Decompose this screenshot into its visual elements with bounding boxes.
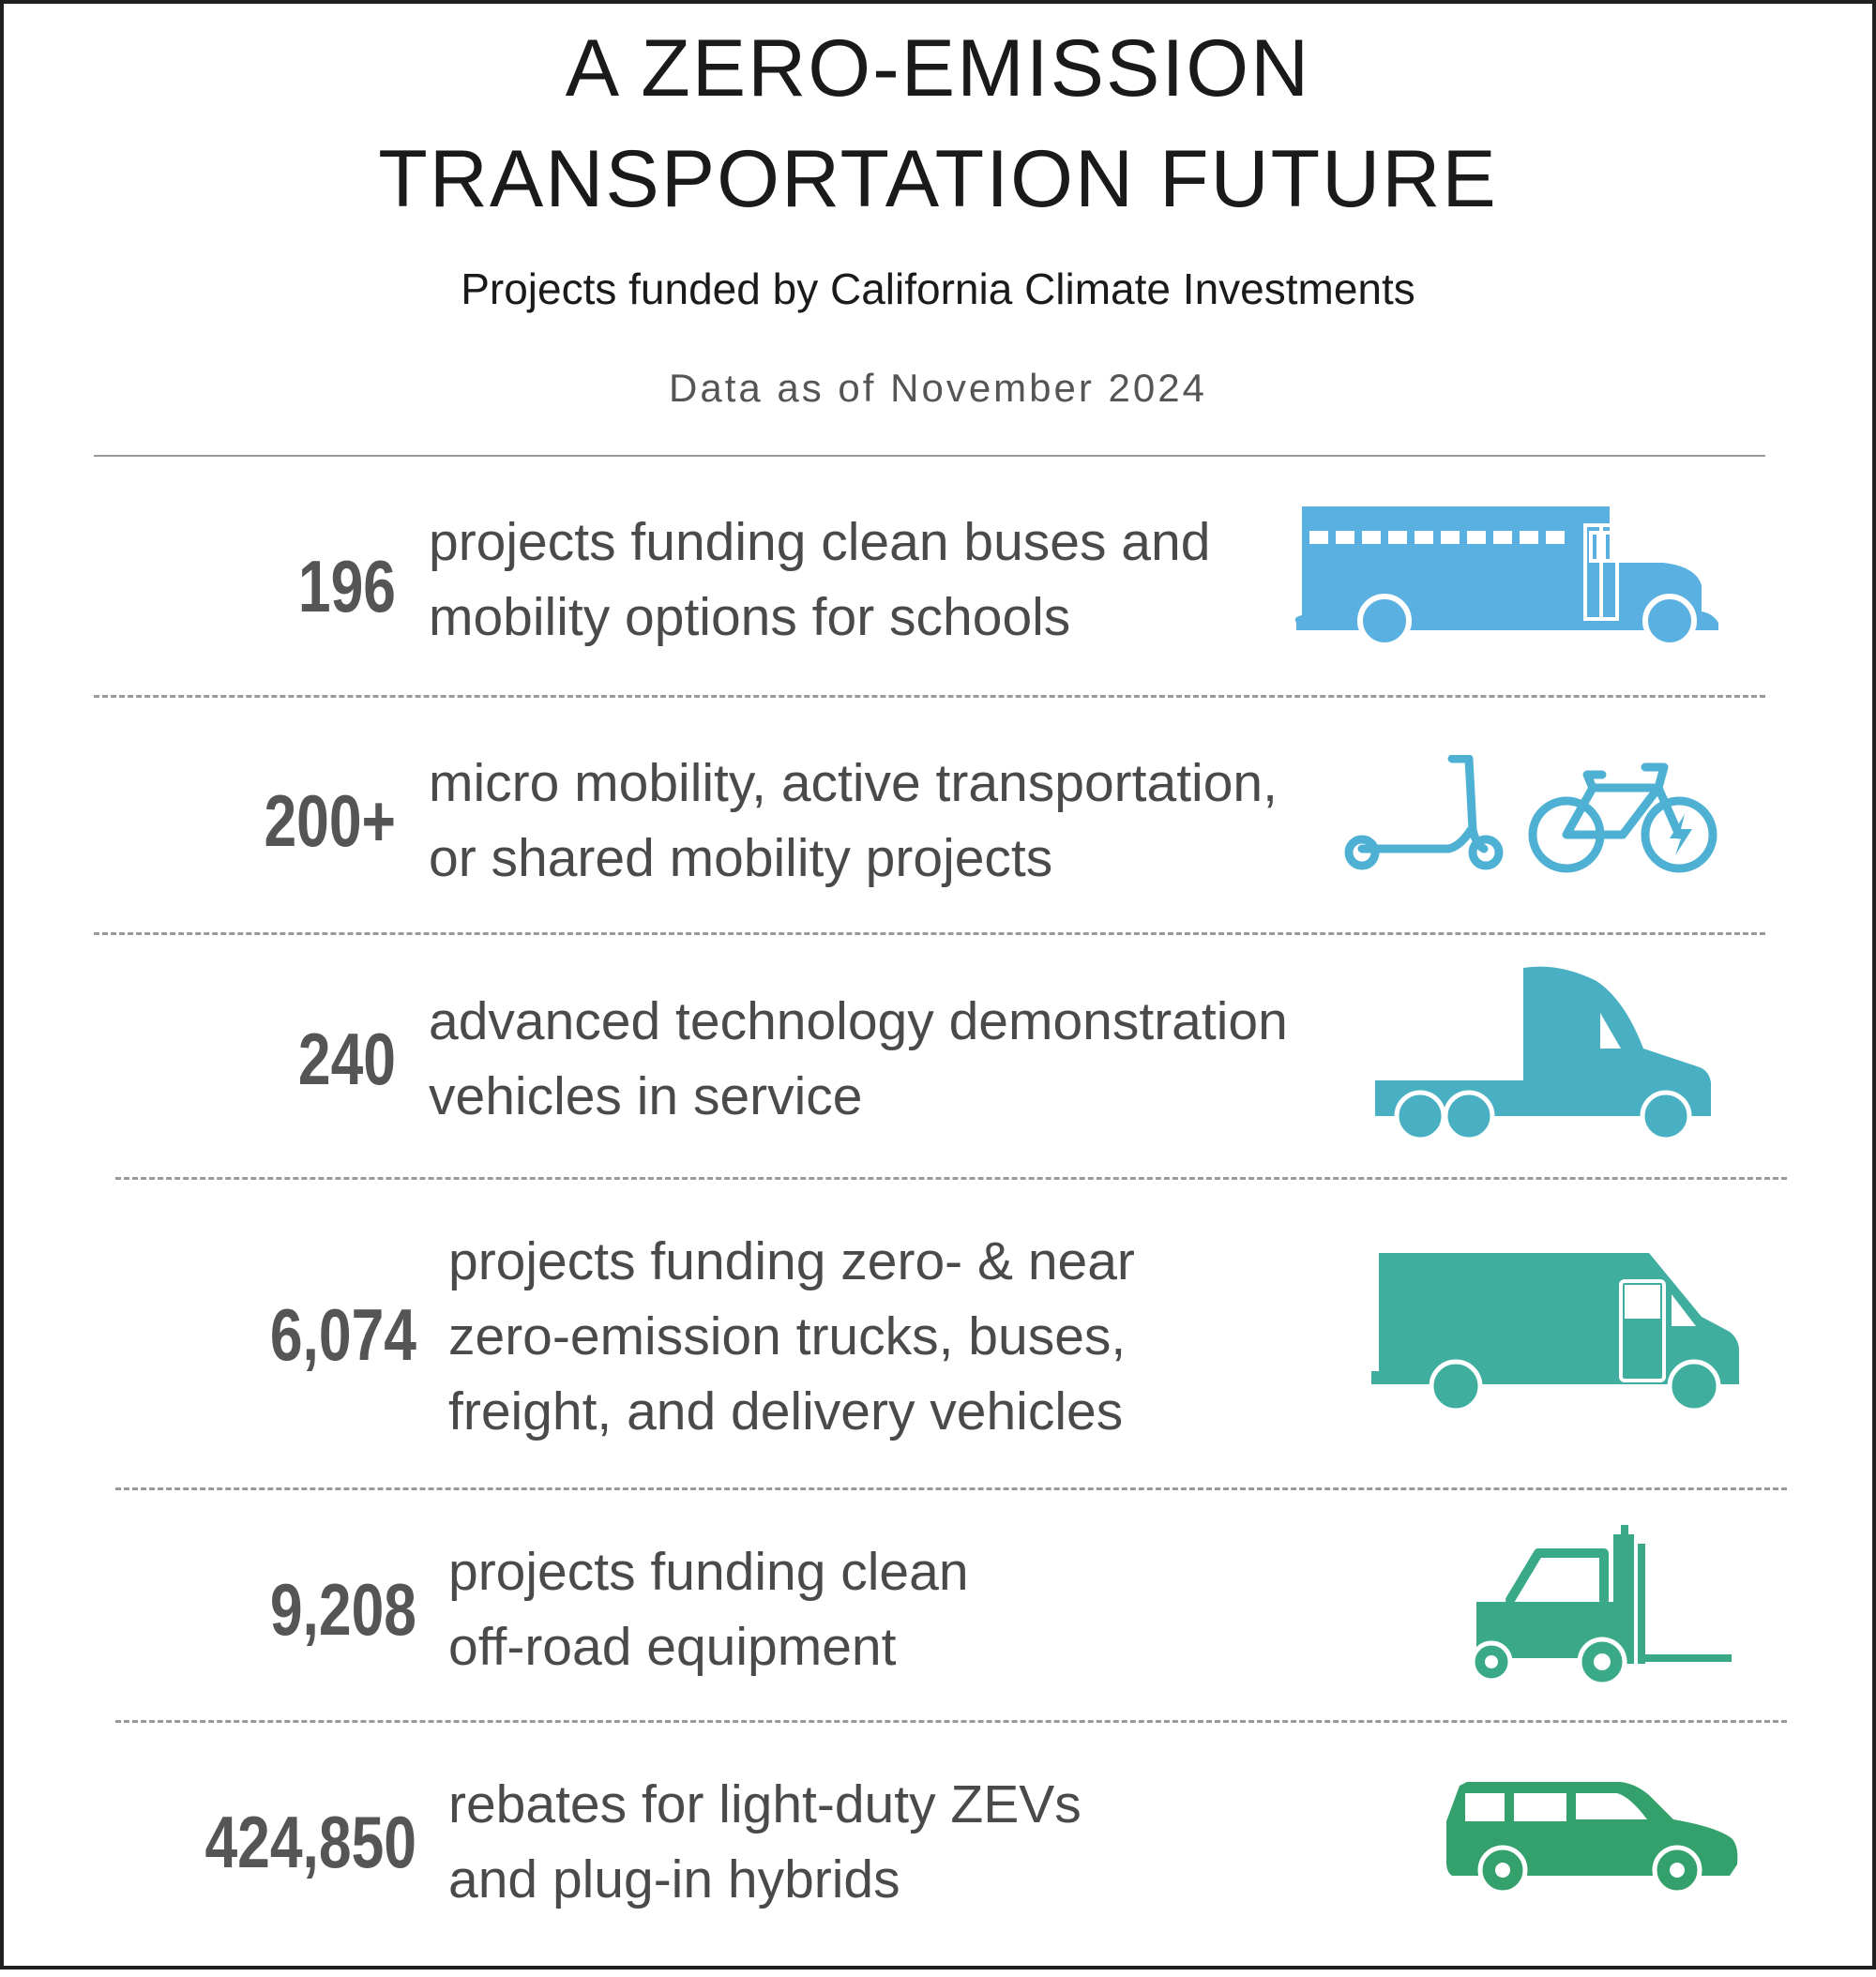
header-divider: [94, 455, 1765, 457]
stat-description-line: and plug-in hybrids: [448, 1849, 900, 1909]
row-divider: [115, 1720, 1787, 1723]
title-line-2: TRANSPORTATION FUTURE: [378, 134, 1498, 224]
stat-description-rebates: [448, 1767, 1082, 1917]
stat-description-line: projects funding zero- & near: [448, 1231, 1135, 1291]
row-divider: [94, 932, 1765, 935]
stat-description-off-road: [448, 1534, 969, 1684]
stat-number-rebates: 424,850: [204, 1801, 416, 1883]
stat-description-line: zero-emission trucks, buses,: [448, 1306, 1127, 1366]
stat-number-buses: 196: [297, 545, 396, 627]
stat-description-line: off-road equipment: [448, 1617, 897, 1677]
stat-description-micro-mobility: [429, 746, 1278, 896]
stat-description-demo-vehicles: [429, 984, 1288, 1134]
school-bus-icon: [1293, 506, 1720, 647]
subtitle: Projects funded by California Climate Investments: [461, 264, 1415, 313]
stat-number-demo-vehicles: 240: [297, 1018, 396, 1100]
stat-number-trucks: 6,074: [269, 1293, 416, 1376]
forklift-icon: [1463, 1525, 1745, 1684]
delivery-truck-icon: [1368, 1253, 1743, 1412]
electric-bike-icon: [1527, 756, 1718, 878]
stat-description-line: micro mobility, active transportation,: [429, 753, 1278, 813]
stat-description-buses: [429, 505, 1210, 655]
row-divider: [115, 1487, 1787, 1490]
stat-description-line: freight, and delivery vehicles: [448, 1381, 1124, 1441]
scooter-icon: [1343, 755, 1505, 877]
title-line-1: A ZERO-EMISSION: [565, 23, 1311, 113]
stat-number-micro-mobility: 200+: [264, 779, 396, 862]
stat-description-line: projects funding clean: [448, 1542, 969, 1602]
stat-description-trucks: [448, 1224, 1135, 1449]
stat-description-line: or shared mobility projects: [429, 828, 1053, 888]
semi-truck-icon: [1371, 962, 1720, 1140]
stat-description-line: advanced technology demonstration: [429, 991, 1288, 1051]
stat-description-line: projects funding clean buses and: [429, 512, 1211, 572]
stat-description-line: mobility options for schools: [429, 587, 1071, 647]
row-divider: [94, 695, 1765, 698]
stat-number-off-road: 9,208: [269, 1568, 416, 1651]
date-note: Data as of November 2024: [669, 366, 1207, 410]
stat-description-line: vehicles in service: [429, 1066, 863, 1126]
stat-description-line: rebates for light-duty ZEVs: [448, 1774, 1082, 1834]
car-icon: [1445, 1778, 1741, 1896]
row-divider: [115, 1177, 1787, 1180]
